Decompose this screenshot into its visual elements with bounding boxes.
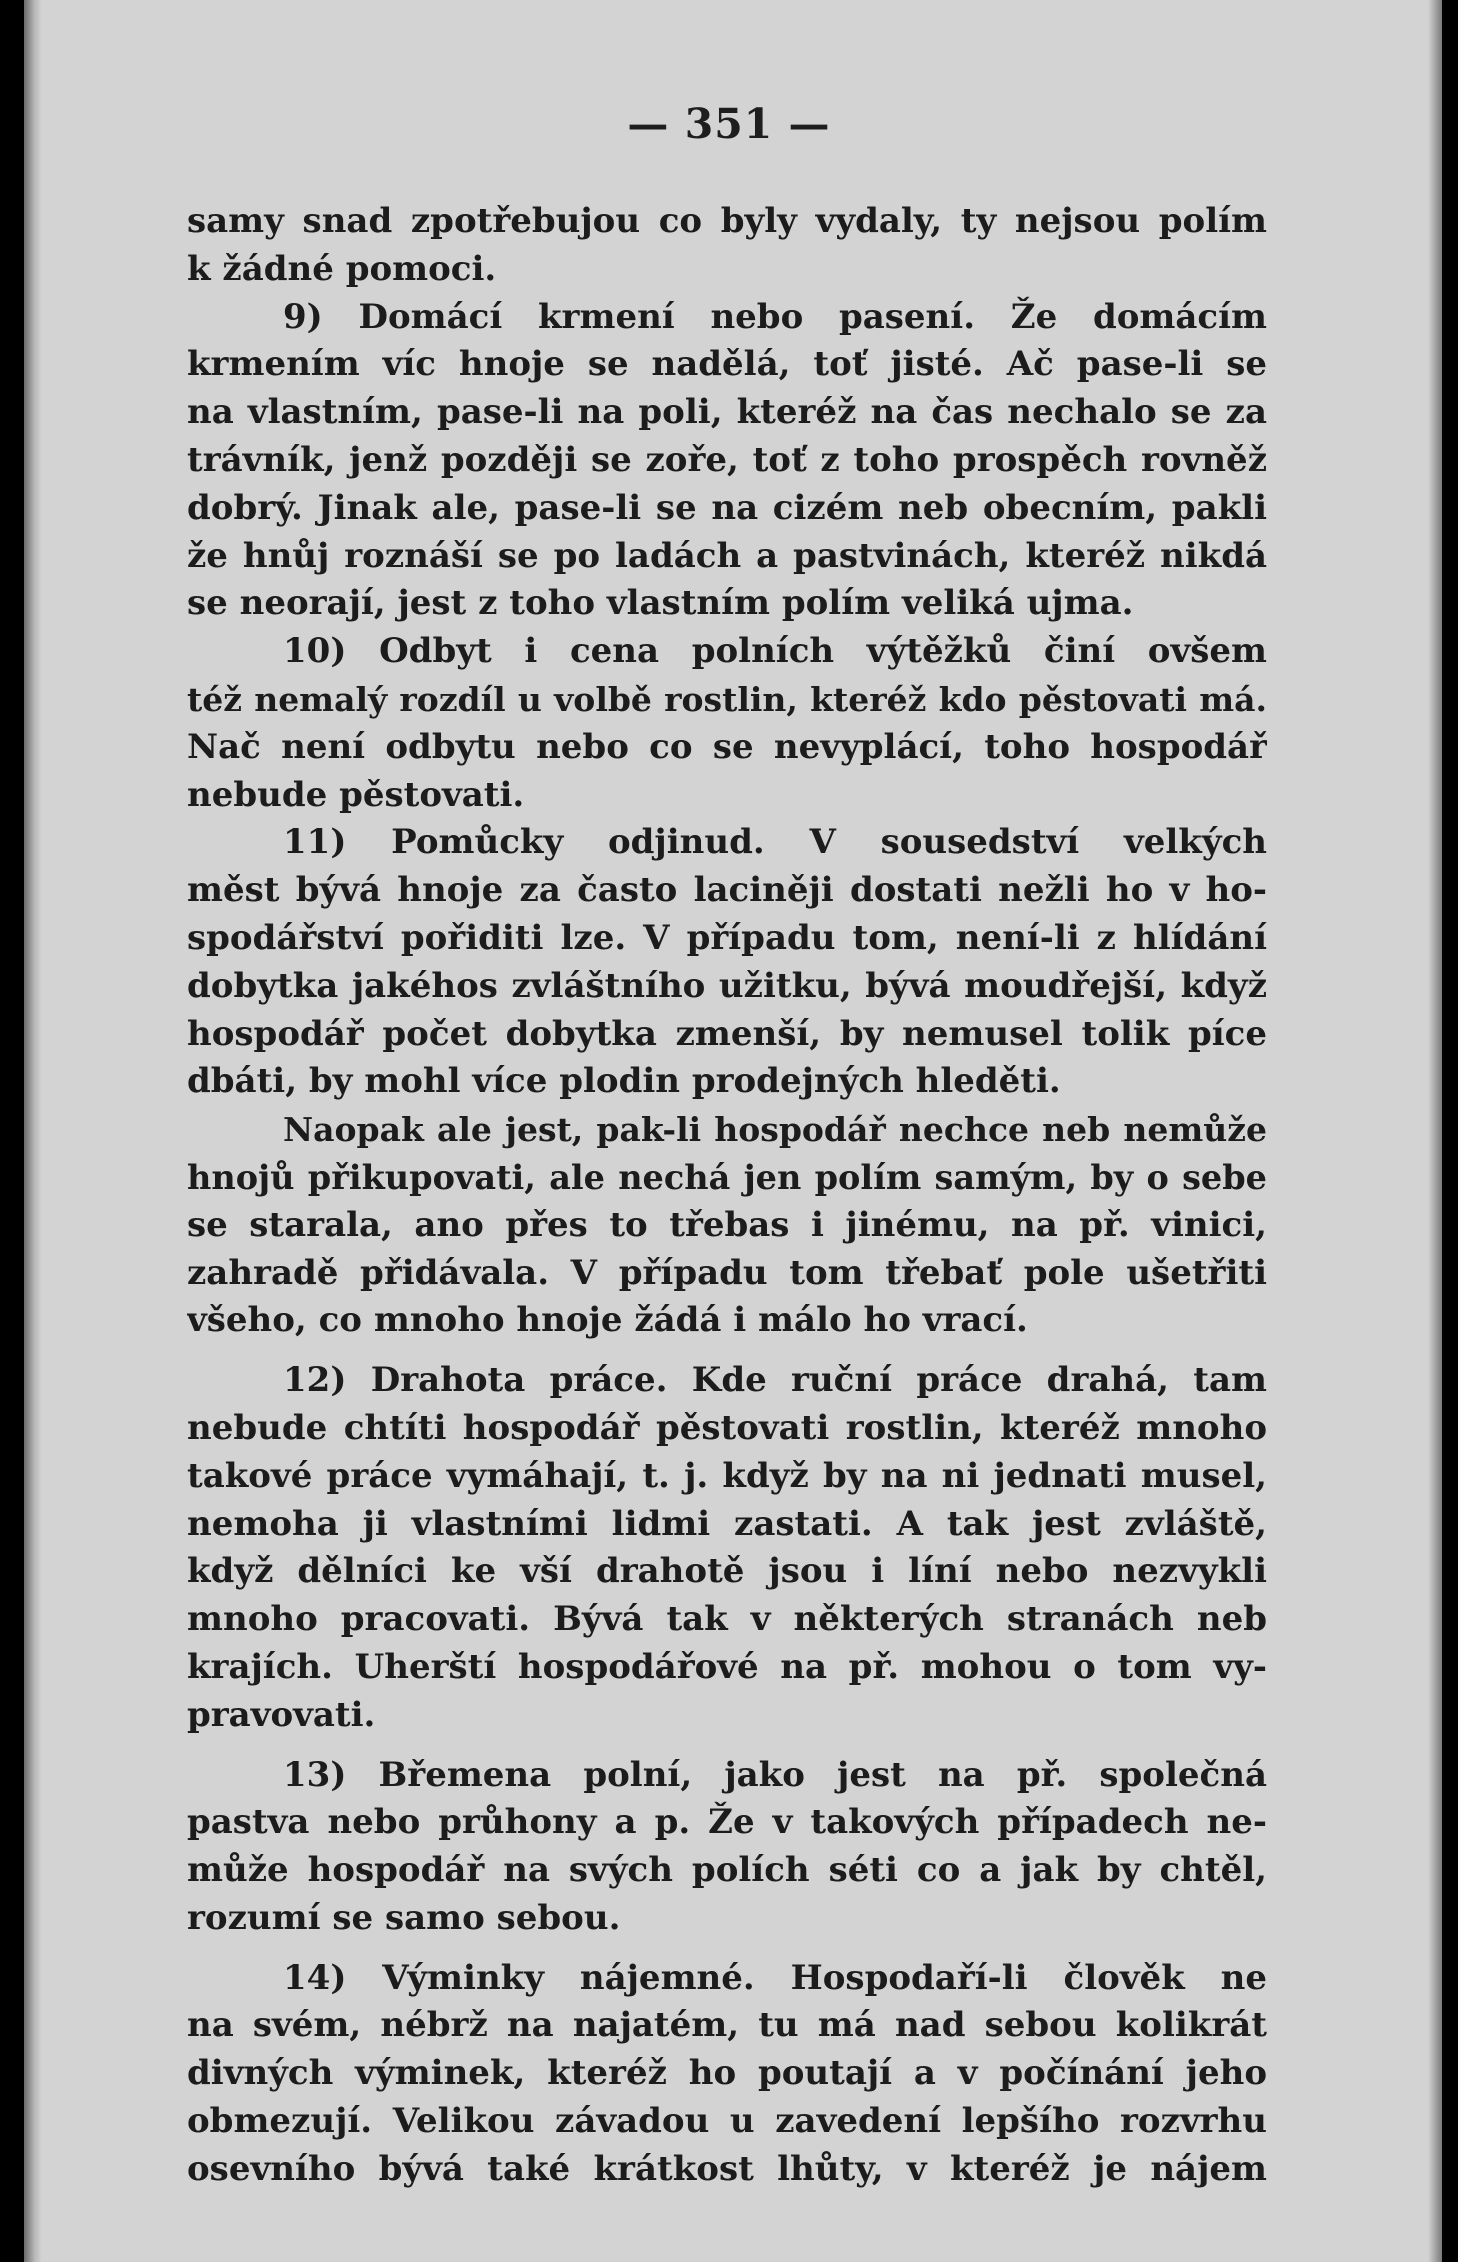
section-heading-line: 9) Domácí krmení nebo pasení. Že domácím [283, 296, 1267, 337]
text-line: osevního bývá také krátkost lhůty, v kteréž je nájem [187, 2148, 1267, 2189]
text-line: se neorají, jest z toho vlastním polím veliká ujma. [187, 583, 1134, 624]
text-line: hospodář počet dobytka zmenší, by nemusel tolik píce [187, 1013, 1267, 1054]
text-line: nebude pěstovati. [187, 774, 525, 815]
text-line: nemoha ji vlastními lidmi zastati. A tak jest zvláště, [187, 1503, 1267, 1544]
text-line: může hospodář na svých polích séti co a jak by chtěl, [187, 1850, 1267, 1891]
text-line: všeho, co mnoho hnoje žádá i málo ho vrací. [187, 1300, 1028, 1341]
text-line: dbáti, by mohl více plodin prodejných hleděti. [187, 1061, 1061, 1102]
text-line: nebude chtíti hospodář pěstovati rostlin, kteréž mnoho [187, 1407, 1267, 1448]
scan-left-shadow [24, 0, 42, 2262]
scan-left-edge [0, 0, 24, 2262]
text-line: krajích. Uherští hospodářové na př. mohou o tom vy- [187, 1646, 1267, 1687]
text-line: takové práce vymáhají, t. j. když by na ni jednati musel, [187, 1455, 1267, 1496]
scan-right-shadow [1428, 0, 1442, 2262]
text-line: na svém, nébrž na najatém, tu má nad sebou kolikrát [187, 2005, 1267, 2046]
text-line: spodářství pořiditi lze. V případu tom, není-li z hlídání [187, 917, 1267, 958]
text-line: rozumí se samo sebou. [187, 1897, 621, 1938]
text-line: se starala, ano přes to třebas i jinému, na př. vinici, [187, 1204, 1267, 1245]
section-heading-line: 11) Pomůcky odjinud. V sousedství velkých [283, 822, 1267, 863]
text-line: pravovati. [187, 1694, 376, 1735]
section-heading-line: 12) Drahota práce. Kde ruční práce drahá, tam [283, 1360, 1267, 1401]
text-line: též nemalý rozdíl u volbě rostlin, kteréž kdo pěstovati má. [187, 679, 1267, 719]
paragraph-start-line: Naopak ale jest, pak-li hospodář nechce neb nemůže [283, 1110, 1267, 1150]
section-heading-line: 13) Břemena polní, jako jest na př. společná [283, 1754, 1267, 1795]
text-line: samy snad zpotřebujou co byly vydaly, ty nejsou polím [187, 201, 1267, 241]
text-line: k žádné pomoci. [187, 248, 497, 289]
text-line: na vlastním, pase-li na poli, kteréž na čas nechalo se za [187, 392, 1267, 433]
text-line: dobrý. Jinak ale, pase-li se na cizém neb obecním, pakli [187, 487, 1267, 528]
page-number: — 351 — [627, 100, 831, 148]
text-line: zahradě přidávala. V případu tom třebať pole ušetřiti [187, 1252, 1267, 1293]
text-line: měst bývá hnoje za často laciněji dostati nežli ho v ho- [187, 870, 1267, 911]
text-line: Nač není odbytu nebo co se nevyplácí, toho hospodář [187, 726, 1267, 767]
text-line: divných výminek, kteréž ho poutají a v počínání jeho [187, 2053, 1267, 2094]
text-line: trávník, jenž později se zoře, toť z toho prospěch rovněž [187, 439, 1267, 480]
text-line: mnoho pracovati. Bývá tak v některých stranách neb [187, 1599, 1267, 1640]
section-heading-line: 14) Výminky nájemné. Hospodaří-li člověk ne [283, 1957, 1267, 1998]
text-line: obmezují. Velikou závadou u zavedení lepšího rozvrhu [187, 2101, 1267, 2142]
scan-right-edge [1442, 0, 1458, 2262]
text-line: pastva nebo průhony a p. Že v takových případech ne- [187, 1802, 1267, 1843]
text-line: že hnůj roznáší se po ladách a pastvinách, kteréž nikdá [187, 535, 1267, 576]
text-line: dobytka jakéhos zvláštního užitku, bývá moudřejší, když [187, 965, 1267, 1006]
text-line: krmením víc hnoje se nadělá, toť jisté. Ač pase-li se [187, 344, 1267, 385]
text-line: hnojů přikupovati, ale nechá jen polím samým, by o sebe [187, 1157, 1267, 1197]
page-text [187, 198, 1267, 2194]
section-heading-line: 10) Odbyt i cena polních výtěžků činí ovšem [283, 631, 1267, 672]
text-line: když dělníci ke vší drahotě jsou i líní nebo nezvykli [187, 1551, 1267, 1592]
